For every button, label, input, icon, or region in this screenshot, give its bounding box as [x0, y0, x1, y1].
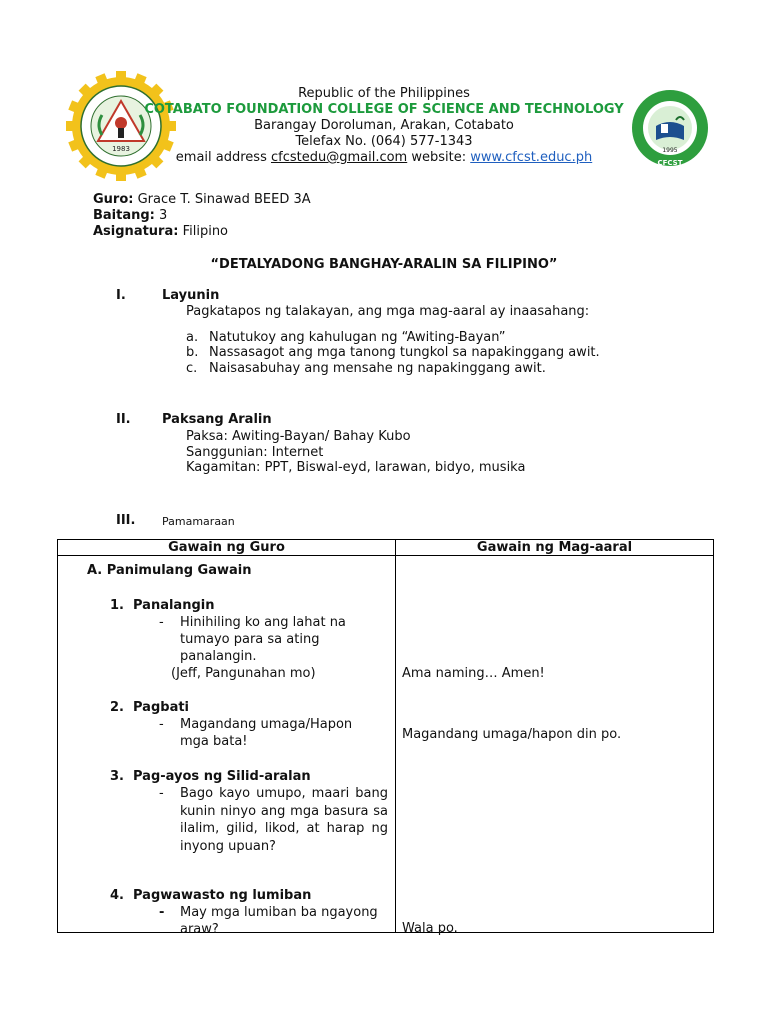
sanggunian-line: Sanggunian: Internet: [186, 445, 324, 460]
objective-a-text: Natutukoy ang kahulugan ng “Awiting-Bayan”: [209, 330, 506, 345]
guro-1-extra: (Jeff, Pangunahan mo): [171, 666, 316, 681]
col-header-mag-aaral: Gawain ng Mag-aaral: [396, 540, 714, 556]
section-1-number: I.: [116, 288, 126, 303]
item-1-title: Panalangin: [133, 598, 215, 613]
svg-text:CFCST: CFCST: [657, 159, 683, 167]
paksa-line: Paksa: Awiting-Bayan/ Bahay Kubo: [186, 429, 411, 444]
objective-b-letter: b.: [186, 345, 199, 360]
section-1-intro: Pagkatapos ng talakayan, ang mga mag-aaral ay inaasahang:: [186, 304, 590, 319]
guro-1-line-2: tumayo para sa ating: [180, 632, 320, 647]
guro-4-line-2: araw?: [180, 922, 219, 937]
item-2-number: 2.: [110, 700, 124, 715]
item-1-number: 1.: [110, 598, 124, 613]
website-link[interactable]: www.cfcst.educ.ph: [470, 150, 593, 165]
section-3-title: Pamamaraan: [162, 515, 235, 528]
svg-text:1983: 1983: [112, 145, 130, 153]
objective-b-text: Nassasagot ang mga tanong tungkol sa napakinggang awit.: [209, 345, 600, 360]
svg-text:1995: 1995: [662, 147, 678, 154]
guro-1-line-1: Hinihiling ko ang lahat na: [180, 615, 346, 630]
student-response-1: Ama naming… Amen!: [402, 666, 545, 681]
republic-line: Republic of the Philippines: [298, 86, 470, 101]
lesson-table: [57, 539, 714, 937]
guro-4-line-1: May mga lumiban ba ngayong: [180, 905, 378, 920]
asignatura-line: Asignatura: Filipino: [93, 224, 229, 239]
objective-c-text: Naisasabuhay ang mensahe ng napakinggang awit.: [209, 361, 546, 376]
dash-4: -: [159, 905, 165, 920]
email-link[interactable]: cfcstedu@gmail.com: [270, 150, 408, 165]
item-3-title: Pag-ayos ng Silid-aralan: [133, 769, 311, 784]
contact-line: [100, 150, 668, 166]
guro-3-text: Bago kayo umupo, maari bang kunin ninyo ang mga basura sa ilalim, gilid, likod, at harap ng inyong upuan?: [180, 786, 388, 854]
baitang-line: Baitang: 3: [93, 208, 168, 223]
item-2-title: Pagbati: [133, 700, 190, 715]
section-2-title: Paksang Aralin: [162, 412, 272, 427]
col-header-guro: Gawain ng Guro: [58, 540, 396, 556]
dash-3: -: [159, 786, 164, 801]
objective-a-letter: a.: [186, 330, 199, 345]
item-4-title: Pagwawasto ng lumiban: [133, 888, 312, 903]
document-title: “DETALYADONG BANGHAY-ARALIN SA FILIPINO”: [210, 257, 558, 272]
guro-1-line-3: panalangin.: [180, 649, 257, 664]
guro-line: Guro: Grace T. Sinawad BEED 3A: [93, 192, 311, 207]
part-a-heading: A. Panimulang Gawain: [87, 563, 252, 578]
section-2-number: II.: [116, 412, 131, 427]
dash-1: -: [159, 615, 164, 630]
email-label: email address: [175, 150, 271, 165]
dash-2: -: [159, 717, 164, 732]
section-3-number: III.: [116, 513, 136, 528]
institution-name: COTABATO FOUNDATION COLLEGE OF SCIENCE AND TECHNOLOGY: [144, 102, 624, 117]
mag-aaral-column: [396, 556, 714, 936]
guro-column: [58, 556, 396, 937]
guro-2-line-2: mga bata!: [180, 734, 248, 749]
kagamitan-line: Kagamitan: PPT, Biswal-eyd, larawan, bidyo, musika: [186, 460, 526, 475]
section-1-title: Layunin: [162, 288, 220, 303]
website-label: website:: [407, 150, 471, 165]
item-3-number: 3.: [110, 769, 124, 784]
address-line: Barangay Doroluman, Arakan, Cotabato: [254, 118, 514, 133]
telefax-line: Telefax No. (064) 577-1343: [295, 134, 473, 149]
guro-2-line-1: Magandang umaga/Hapon: [180, 717, 353, 732]
student-response-3: Wala po.: [402, 921, 458, 936]
item-4-number: 4.: [110, 888, 124, 903]
objective-c-letter: c.: [186, 361, 198, 376]
student-response-2: Magandang umaga/hapon din po.: [402, 727, 622, 742]
